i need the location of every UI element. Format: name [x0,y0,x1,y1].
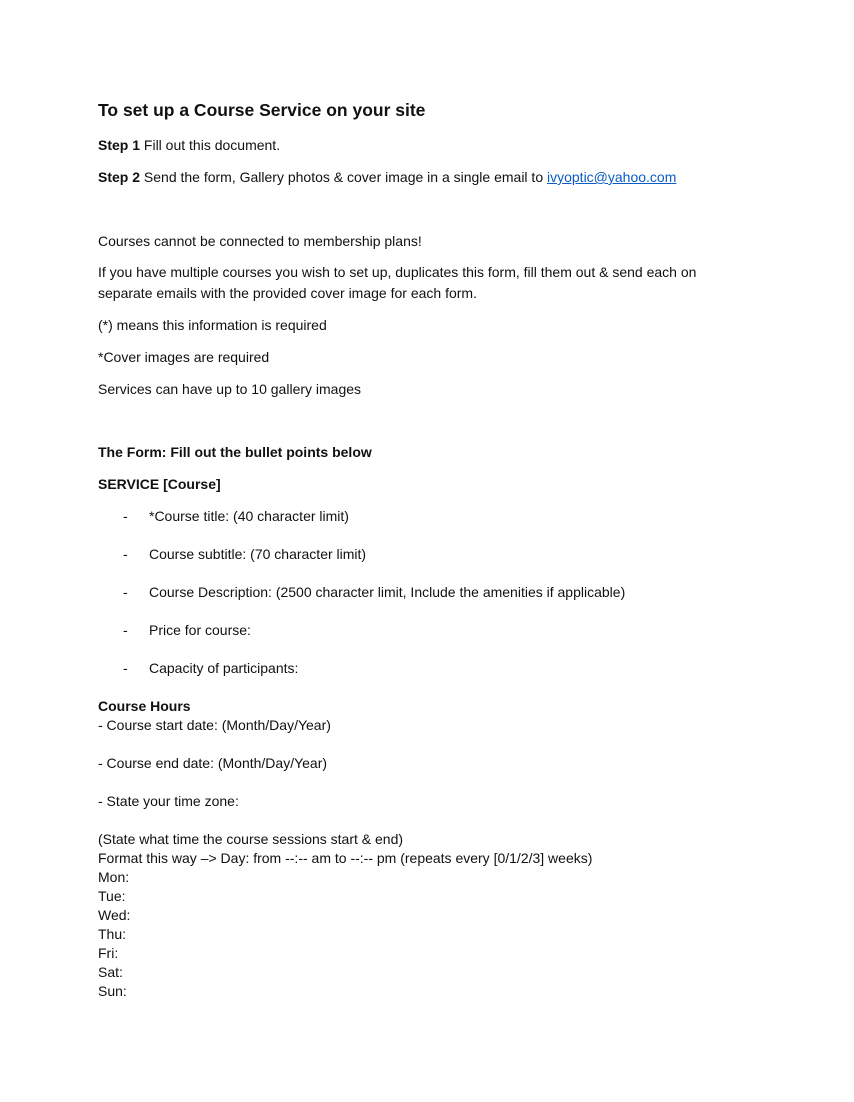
cover-note: *Cover images are required [98,349,270,365]
bullet-marker: - [123,584,128,600]
day-thu: Thu: [98,926,127,942]
day-tue: Tue: [98,888,126,904]
step-2 [98,168,676,186]
format-line: Format this way –> Day: from --:-- am to --:-- pm (repeats every [0/1/2/3] weeks) [98,850,593,866]
page-title: To set up a Course Service on your site [98,100,426,120]
step-1-label: Step 1 [98,137,141,153]
membership-note: Courses cannot be connected to membership plans! [98,233,422,249]
service-heading: SERVICE [Course] [98,476,221,492]
bullet-course-description: Course Description: (2500 character limit, Include the amenities if applicable) [149,584,626,600]
bullet-price: Price for course: [149,622,251,638]
bullet-course-subtitle: Course subtitle: (70 character limit) [149,546,367,562]
day-mon: Mon: [98,869,130,885]
multiple-note-line2: separate emails with the provided cover image for each form. [98,285,477,301]
form-heading: The Form: Fill out the bullet points below [98,444,372,460]
step-1 [98,136,280,154]
bullet-marker: - [123,660,128,676]
bullet-marker: - [123,508,128,524]
day-fri: Fri: [98,945,119,961]
step-2-text: Send the form, Gallery photos & cover image in a single email to [143,169,544,185]
multiple-note-line1: If you have multiple courses you wish to set up, duplicates this form, fill them out & send each on [98,264,697,280]
step-2-label: Step 2 [98,169,141,185]
step-1-text: Fill out this document. [143,137,281,153]
email-link[interactable]: ivyoptic@yahoo.com [547,169,677,185]
time-instruction: (State what time the course sessions start & end) [98,831,404,847]
gallery-note: Services can have up to 10 gallery images [98,381,362,397]
day-sat: Sat: [98,964,123,980]
bullet-marker: - [123,546,128,562]
bullet-capacity: Capacity of participants: [149,660,299,676]
timezone-line: - State your time zone: [98,793,239,809]
required-note: (*) means this information is required [98,317,327,333]
end-date-line: - Course end date: (Month/Day/Year) [98,755,328,771]
day-wed: Wed: [98,907,131,923]
bullet-marker: - [123,622,128,638]
course-hours-heading: Course Hours [98,698,191,714]
day-sun: Sun: [98,983,127,999]
start-date-line: - Course start date: (Month/Day/Year) [98,717,331,733]
bullet-course-title: *Course title: (40 character limit) [149,508,349,524]
